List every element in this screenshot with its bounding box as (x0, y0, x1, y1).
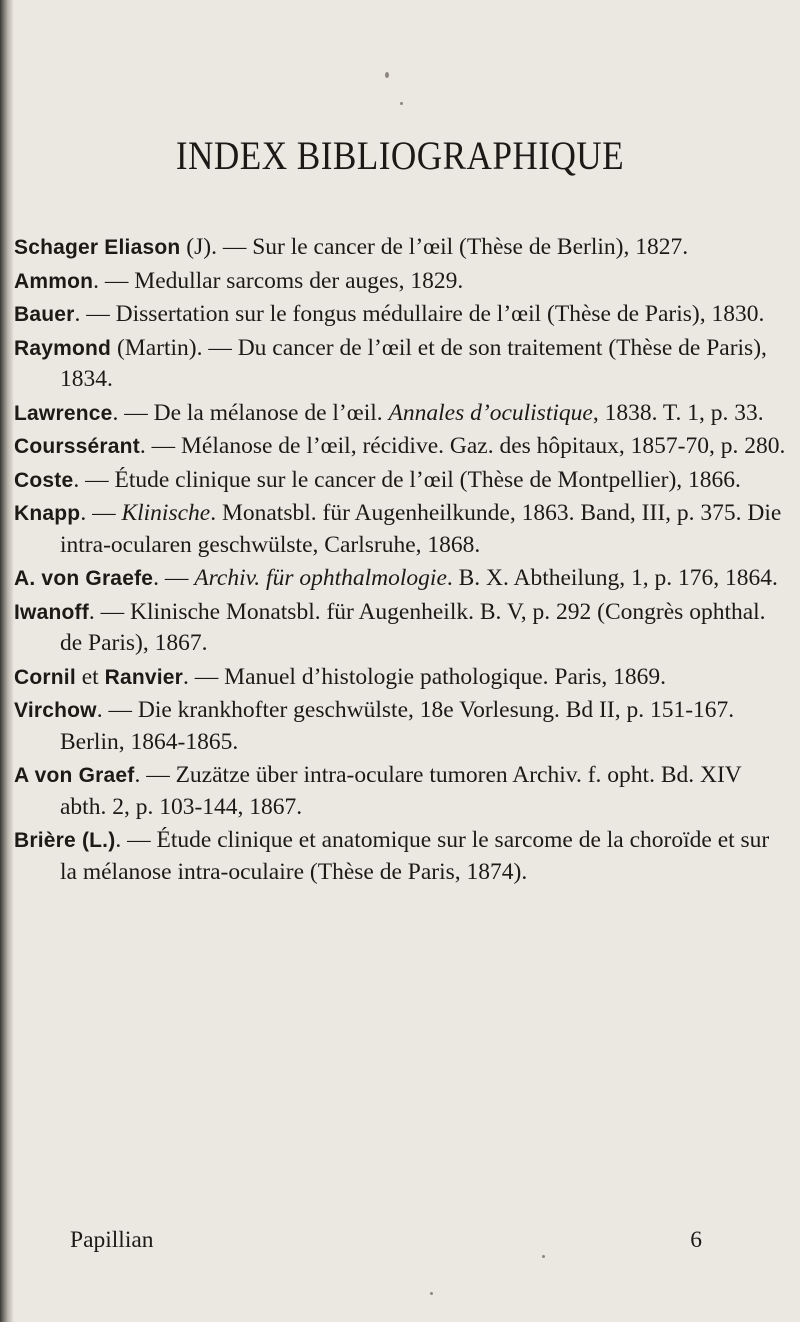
binding-shadow (0, 0, 14, 1322)
footer-publisher: Papillian (70, 1227, 154, 1253)
entry-author: Courssérant (14, 435, 140, 458)
entry-text-second: . — Manuel d’histologie pathologique. Paris, 1869. (183, 663, 667, 690)
bibliography-entry (14, 498, 790, 561)
entry-text-after: . Monatsbl. für Augenheilkunde, 1863. Band, III, p. 375. Die intra-ocularen geschwülste, Carlsruhe, 1868. (60, 500, 782, 558)
entry-author: Coste (14, 468, 74, 492)
entry-journal: Klinische (121, 500, 211, 526)
entry-text: . — Dissertation sur le fongus médullaire de l’œil (Thèse de Paris), 1830. (74, 301, 765, 327)
entry-author: Knapp (14, 502, 81, 525)
entry-author: A von Graef (14, 764, 135, 787)
bibliography-entry (14, 431, 790, 463)
bibliography-entry (14, 333, 790, 396)
entry-text: (J). — Sur le cancer de l’œil (Thèse de Berlin), 1827. (180, 234, 689, 260)
entry-author: Cornil (14, 665, 76, 689)
entry-text-after: , 1838. T. 1, p. 33. (592, 399, 764, 426)
entry-text: . — Étude clinique sur le cancer de l’œil (Thèse de Montpellier), 1866. (73, 466, 741, 493)
paper-speck (542, 1255, 545, 1258)
bibliography-entry (14, 695, 790, 758)
entry-text: . — Mélanose de l’œil, récidive. Gaz. des hôpitaux, 1857-70, p. 280. (139, 433, 786, 459)
entry-author: Bauer (14, 303, 75, 326)
bibliography-entry (14, 266, 790, 298)
entry-journal: Annales d’oculistique (388, 399, 593, 426)
entry-text-after: . B. X. Abtheilung, 1, p. 176, 1864. (446, 565, 778, 591)
entry-text: . — De la mélanose de l’œil. (112, 399, 389, 426)
entry-text: (Martin). — Du cancer de l’œil et de son traitement (Thèse de Paris), 1834. (60, 334, 767, 392)
entry-text: . — (153, 565, 195, 591)
entry-text: . — Medullar sarcoms der auges, 1829. (93, 267, 464, 294)
entry-author: Schager Eliason (14, 236, 181, 259)
entry-author: Lawrence (14, 401, 113, 425)
entry-text: . — Klinische Monatsbl. für Augenheilk. B. V, p. 292 (Congrès ophthal. de Paris), 1867. (60, 598, 766, 656)
entry-text: . — Étude clinique et anatomique sur le sarcome de la choroïde et sur la mélanose intra-oculaire (Thèse de Paris, 1874). (60, 827, 770, 885)
page-title: INDEX BIBLIOGRAPHIQUE (175, 133, 625, 178)
entry-text: . — (80, 500, 122, 526)
bibliography-entry (14, 760, 790, 823)
paper-speck (385, 72, 389, 78)
bibliography-entry (14, 597, 790, 660)
entry-text: et (75, 663, 105, 690)
entry-author-second: Ranvier (104, 665, 184, 689)
bibliography-entry (14, 465, 790, 497)
footer-page-number: 6 (690, 1227, 702, 1253)
entry-author: A. von Graefe (14, 567, 154, 590)
paper-speck (400, 102, 403, 105)
bibliography-entry (14, 662, 790, 694)
entry-author: Raymond (14, 336, 112, 360)
entry-text: . — Zuzätze über intra-oculare tumoren Archiv. f. opht. Bd. XIV abth. 2, p. 103-144, 1867. (60, 762, 742, 820)
paper-speck (430, 1292, 433, 1295)
entry-author: Iwanoff (14, 600, 89, 624)
bibliography-entry (14, 825, 790, 888)
entry-text: . — Die krankhofter geschwülste, 18e Vorlesung. Bd II, p. 151-167. Berlin, 1864-1865. (60, 697, 735, 755)
bibliography-list (14, 232, 790, 888)
entry-journal: Archiv. für ophthalmologie (194, 565, 447, 591)
bibliography-entry (14, 563, 790, 595)
bibliography-entry (14, 398, 790, 430)
entry-author: Ammon (14, 269, 94, 293)
entry-author: Virchow (14, 699, 97, 722)
bibliography-entry (14, 232, 790, 264)
bibliography-entry (14, 299, 790, 331)
entry-author: Brière (L.) (14, 829, 116, 852)
